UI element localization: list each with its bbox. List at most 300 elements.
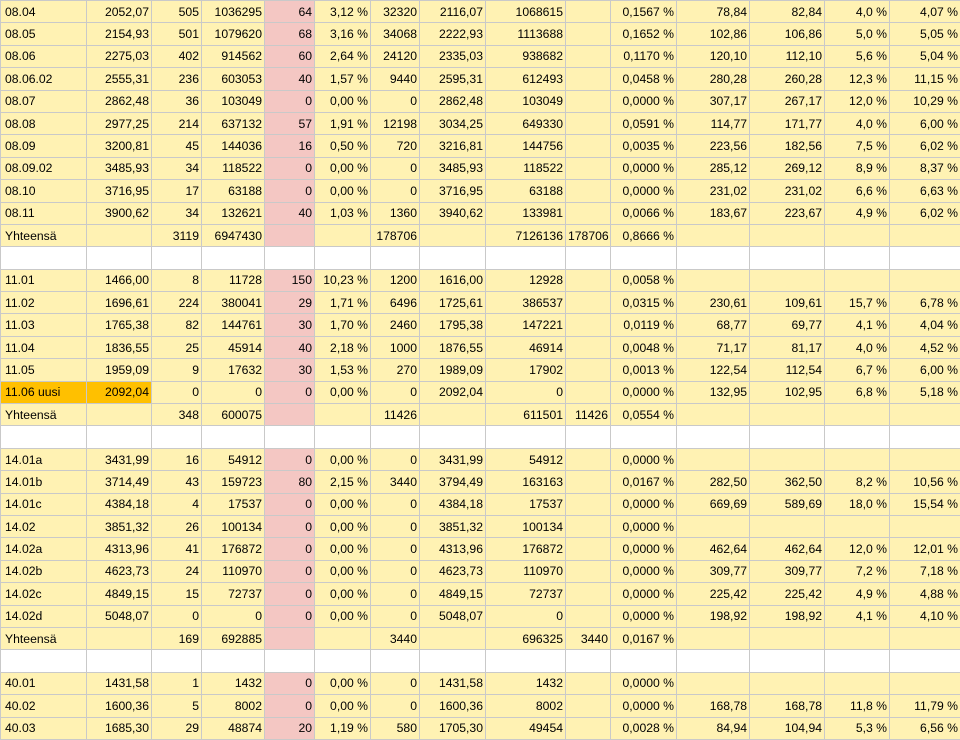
table-cell[interactable]: 11,15 % (890, 68, 960, 90)
table-cell[interactable] (750, 224, 825, 246)
table-cell[interactable]: 6,00 % (890, 112, 960, 134)
table-cell[interactable]: 6,00 % (890, 359, 960, 381)
table-cell[interactable]: 1959,09 (87, 359, 152, 381)
table-cell[interactable]: 54912 (486, 448, 566, 470)
table-cell[interactable] (566, 292, 611, 314)
table-cell[interactable]: 102,95 (750, 381, 825, 403)
table-cell[interactable] (566, 23, 611, 45)
table-cell[interactable]: 14.01c (1, 493, 87, 515)
table-cell[interactable] (566, 493, 611, 515)
table-cell[interactable] (750, 269, 825, 291)
table-cell[interactable]: 0 (152, 381, 202, 403)
table-cell[interactable]: 6,63 % (890, 180, 960, 202)
table-cell[interactable]: 282,50 (677, 471, 750, 493)
table-cell[interactable]: 176872 (486, 538, 566, 560)
table-cell[interactable]: 6,7 % (825, 359, 890, 381)
table-cell[interactable]: 15 (152, 583, 202, 605)
table-cell[interactable]: 0,0458 % (611, 68, 677, 90)
table-cell[interactable]: 60 (265, 45, 315, 67)
table-cell[interactable] (750, 426, 825, 448)
table-cell[interactable]: 12,0 % (825, 90, 890, 112)
table-cell[interactable] (1, 426, 87, 448)
table-cell[interactable]: 696325 (486, 627, 566, 649)
table-cell[interactable]: 16 (152, 448, 202, 470)
table-cell[interactable] (152, 247, 202, 269)
table-cell[interactable] (890, 448, 960, 470)
table-cell[interactable]: 1431,58 (87, 672, 152, 694)
table-cell[interactable]: 109,61 (750, 292, 825, 314)
table-cell[interactable]: 2335,03 (420, 45, 486, 67)
table-cell[interactable]: 3794,49 (420, 471, 486, 493)
table-cell[interactable]: 2154,93 (87, 23, 152, 45)
table-cell[interactable]: 12,3 % (825, 68, 890, 90)
table-cell[interactable]: 182,56 (750, 135, 825, 157)
table-cell[interactable] (371, 650, 420, 672)
table-cell[interactable]: 11426 (371, 404, 420, 426)
table-cell[interactable] (566, 1, 611, 23)
table-cell[interactable]: 1000 (371, 336, 420, 358)
table-cell[interactable]: 3900,62 (87, 202, 152, 224)
table-cell[interactable]: 0,00 % (315, 538, 371, 560)
table-cell[interactable]: 5048,07 (87, 605, 152, 627)
table-cell[interactable]: 17902 (486, 359, 566, 381)
table-cell[interactable]: 11,79 % (890, 695, 960, 717)
table-cell[interactable]: 1600,36 (87, 695, 152, 717)
table-cell[interactable]: 4849,15 (420, 583, 486, 605)
table-cell[interactable] (677, 247, 750, 269)
table-cell[interactable]: 2,18 % (315, 336, 371, 358)
table-cell[interactable]: 82,84 (750, 1, 825, 23)
table-cell[interactable]: 0,0000 % (611, 180, 677, 202)
table-cell[interactable] (87, 404, 152, 426)
table-cell[interactable]: 46914 (486, 336, 566, 358)
table-cell[interactable] (1, 650, 87, 672)
table-cell[interactable]: 11.06 uusi (1, 381, 87, 403)
table-cell[interactable]: 0,00 % (315, 381, 371, 403)
table-cell[interactable] (566, 381, 611, 403)
table-cell[interactable]: 0,0058 % (611, 269, 677, 291)
table-cell[interactable] (315, 247, 371, 269)
table-cell[interactable]: 163163 (486, 471, 566, 493)
table-cell[interactable]: 611501 (486, 404, 566, 426)
table-cell[interactable]: 0 (202, 605, 265, 627)
table-cell[interactable]: 362,50 (750, 471, 825, 493)
table-cell[interactable]: 7,18 % (890, 560, 960, 582)
table-cell[interactable] (750, 247, 825, 269)
table-cell[interactable]: 103049 (202, 90, 265, 112)
table-cell[interactable] (750, 448, 825, 470)
table-cell[interactable]: 5,6 % (825, 45, 890, 67)
table-cell[interactable]: 0 (202, 381, 265, 403)
table-cell[interactable]: 1113688 (486, 23, 566, 45)
table-cell[interactable]: 57 (265, 112, 315, 134)
table-cell[interactable]: 11,8 % (825, 695, 890, 717)
table-cell[interactable]: 82 (152, 314, 202, 336)
table-cell[interactable]: 81,17 (750, 336, 825, 358)
table-cell[interactable]: 0,00 % (315, 583, 371, 605)
table-cell[interactable] (566, 269, 611, 291)
table-cell[interactable] (87, 426, 152, 448)
table-cell[interactable] (202, 650, 265, 672)
table-cell[interactable]: 178706 (566, 224, 611, 246)
table-cell[interactable]: 118522 (486, 157, 566, 179)
table-cell[interactable]: 6496 (371, 292, 420, 314)
table-cell[interactable]: 08.06 (1, 45, 87, 67)
table-cell[interactable]: 0 (371, 381, 420, 403)
table-cell[interactable]: 6,8 % (825, 381, 890, 403)
table-cell[interactable] (202, 426, 265, 448)
table-cell[interactable]: 110970 (486, 560, 566, 582)
table-cell[interactable] (611, 247, 677, 269)
table-cell[interactable]: 3716,95 (420, 180, 486, 202)
table-cell[interactable]: 4849,15 (87, 583, 152, 605)
table-cell[interactable]: 230,61 (677, 292, 750, 314)
table-cell[interactable]: 08.10 (1, 180, 87, 202)
table-cell[interactable]: 309,77 (750, 560, 825, 582)
table-cell[interactable]: 589,69 (750, 493, 825, 515)
table-cell[interactable]: 80 (265, 471, 315, 493)
table-cell[interactable]: 4313,96 (420, 538, 486, 560)
table-cell[interactable]: 0,1170 % (611, 45, 677, 67)
table-cell[interactable]: 120,10 (677, 45, 750, 67)
table-cell[interactable]: 0,00 % (315, 493, 371, 515)
table-cell[interactable]: 0 (371, 672, 420, 694)
table-cell[interactable]: 11426 (566, 404, 611, 426)
table-cell[interactable] (677, 515, 750, 537)
table-cell[interactable] (486, 426, 566, 448)
table-cell[interactable]: 231,02 (677, 180, 750, 202)
table-cell[interactable] (677, 650, 750, 672)
table-cell[interactable]: 4,88 % (890, 583, 960, 605)
table-cell[interactable]: 6,6 % (825, 180, 890, 202)
table-cell[interactable]: 9440 (371, 68, 420, 90)
table-cell[interactable]: 462,64 (677, 538, 750, 560)
table-cell[interactable]: 1876,55 (420, 336, 486, 358)
table-cell[interactable]: 1685,30 (87, 717, 152, 739)
table-cell[interactable]: 3,12 % (315, 1, 371, 23)
table-cell[interactable] (825, 515, 890, 537)
table-cell[interactable]: 0,0066 % (611, 202, 677, 224)
table-cell[interactable]: 0,0554 % (611, 404, 677, 426)
table-cell[interactable]: 100134 (486, 515, 566, 537)
table-cell[interactable]: 0,00 % (315, 180, 371, 202)
table-cell[interactable]: 5048,07 (420, 605, 486, 627)
table-cell[interactable]: 2862,48 (87, 90, 152, 112)
table-cell[interactable]: 720 (371, 135, 420, 157)
table-cell[interactable]: 1616,00 (420, 269, 486, 291)
table-cell[interactable]: 1696,61 (87, 292, 152, 314)
table-cell[interactable]: 12,0 % (825, 538, 890, 560)
table-cell[interactable]: 14.02b (1, 560, 87, 582)
table-cell[interactable] (566, 695, 611, 717)
table-cell[interactable] (825, 650, 890, 672)
table-cell[interactable]: 612493 (486, 68, 566, 90)
table-cell[interactable]: 280,28 (677, 68, 750, 90)
table-cell[interactable]: 5,0 % (825, 23, 890, 45)
table-cell[interactable]: 45 (152, 135, 202, 157)
table-cell[interactable]: 4,9 % (825, 202, 890, 224)
table-cell[interactable]: 2460 (371, 314, 420, 336)
table-cell[interactable]: 176872 (202, 538, 265, 560)
table-cell[interactable]: 11.03 (1, 314, 87, 336)
table-cell[interactable]: 1600,36 (420, 695, 486, 717)
table-cell[interactable] (566, 448, 611, 470)
table-cell[interactable]: 1068615 (486, 1, 566, 23)
table-cell[interactable] (566, 359, 611, 381)
table-cell[interactable]: 0 (265, 583, 315, 605)
table-cell[interactable] (677, 426, 750, 448)
table-cell[interactable]: 0,0000 % (611, 157, 677, 179)
table-cell[interactable] (152, 426, 202, 448)
table-cell[interactable]: 4,0 % (825, 336, 890, 358)
table-cell[interactable]: 08.06.02 (1, 68, 87, 90)
table-cell[interactable]: 223,67 (750, 202, 825, 224)
table-cell[interactable]: 3431,99 (420, 448, 486, 470)
table-cell[interactable]: 1,71 % (315, 292, 371, 314)
table-cell[interactable] (825, 627, 890, 649)
table-cell[interactable]: 0,00 % (315, 695, 371, 717)
table-cell[interactable]: 17 (152, 180, 202, 202)
table-cell[interactable]: 3034,25 (420, 112, 486, 134)
table-cell[interactable]: 10,23 % (315, 269, 371, 291)
table-cell[interactable]: 43 (152, 471, 202, 493)
table-cell[interactable] (611, 426, 677, 448)
table-cell[interactable]: 08.09.02 (1, 157, 87, 179)
table-cell[interactable]: 24 (152, 560, 202, 582)
table-cell[interactable]: 15,54 % (890, 493, 960, 515)
table-cell[interactable]: 20 (265, 717, 315, 739)
table-cell[interactable] (825, 672, 890, 694)
table-cell[interactable]: 68 (265, 23, 315, 45)
table-cell[interactable]: 0 (265, 157, 315, 179)
table-cell[interactable] (677, 404, 750, 426)
table-cell[interactable]: 12,01 % (890, 538, 960, 560)
table-cell[interactable]: 0 (371, 695, 420, 717)
table-cell[interactable]: 16 (265, 135, 315, 157)
table-cell[interactable]: 0 (371, 538, 420, 560)
table-cell[interactable]: 0,0048 % (611, 336, 677, 358)
table-cell[interactable]: 78,84 (677, 1, 750, 23)
table-cell[interactable]: 309,77 (677, 560, 750, 582)
table-cell[interactable]: 505 (152, 1, 202, 23)
table-cell[interactable]: 14.02 (1, 515, 87, 537)
table-cell[interactable]: 6947430 (202, 224, 265, 246)
table-cell[interactable] (486, 247, 566, 269)
table-cell[interactable] (611, 650, 677, 672)
table-cell[interactable]: 1079620 (202, 23, 265, 45)
table-cell[interactable]: 14.02a (1, 538, 87, 560)
table-cell[interactable]: 14.02d (1, 605, 87, 627)
table-cell[interactable]: 144756 (486, 135, 566, 157)
table-cell[interactable] (890, 224, 960, 246)
table-cell[interactable]: 7,5 % (825, 135, 890, 157)
table-cell[interactable]: 8,2 % (825, 471, 890, 493)
table-cell[interactable]: 3851,32 (420, 515, 486, 537)
table-cell[interactable] (420, 426, 486, 448)
table-cell[interactable]: 11.01 (1, 269, 87, 291)
table-cell[interactable]: 11.04 (1, 336, 87, 358)
table-cell[interactable]: 84,94 (677, 717, 750, 739)
table-cell[interactable]: 144761 (202, 314, 265, 336)
table-cell[interactable]: 3714,49 (87, 471, 152, 493)
table-cell[interactable]: 40 (265, 68, 315, 90)
table-cell[interactable]: 214 (152, 112, 202, 134)
table-cell[interactable]: 171,77 (750, 112, 825, 134)
table-cell[interactable] (87, 247, 152, 269)
table-cell[interactable]: 36 (152, 90, 202, 112)
table-cell[interactable]: 4623,73 (87, 560, 152, 582)
table-cell[interactable]: 649330 (486, 112, 566, 134)
table-cell[interactable]: 0 (265, 672, 315, 694)
table-cell[interactable] (825, 224, 890, 246)
table-cell[interactable]: 30 (265, 359, 315, 381)
table-cell[interactable]: 168,78 (750, 695, 825, 717)
table-cell[interactable]: 133981 (486, 202, 566, 224)
table-cell[interactable]: 4,1 % (825, 314, 890, 336)
table-cell[interactable]: 17632 (202, 359, 265, 381)
table-cell[interactable] (566, 426, 611, 448)
table-cell[interactable] (825, 247, 890, 269)
table-cell[interactable]: 269,12 (750, 157, 825, 179)
table-cell[interactable]: 4,10 % (890, 605, 960, 627)
table-cell[interactable]: 0,0000 % (611, 560, 677, 582)
table-cell[interactable]: 2,15 % (315, 471, 371, 493)
table-cell[interactable] (265, 426, 315, 448)
table-cell[interactable]: 603053 (202, 68, 265, 90)
table-cell[interactable] (890, 650, 960, 672)
table-cell[interactable]: 0,00 % (315, 157, 371, 179)
table-cell[interactable]: 08.08 (1, 112, 87, 134)
table-cell[interactable] (890, 269, 960, 291)
table-cell[interactable]: 9 (152, 359, 202, 381)
table-cell[interactable]: 0,0591 % (611, 112, 677, 134)
table-cell[interactable] (890, 426, 960, 448)
table-cell[interactable]: 147221 (486, 314, 566, 336)
table-cell[interactable]: 0,0000 % (611, 583, 677, 605)
table-cell[interactable]: 6,56 % (890, 717, 960, 739)
table-cell[interactable]: 183,67 (677, 202, 750, 224)
table-cell[interactable]: 32320 (371, 1, 420, 23)
table-cell[interactable] (677, 627, 750, 649)
table-cell[interactable]: 1431,58 (420, 672, 486, 694)
table-cell[interactable] (750, 627, 825, 649)
table-cell[interactable]: 0,1652 % (611, 23, 677, 45)
table-cell[interactable]: 231,02 (750, 180, 825, 202)
table-cell[interactable]: 2092,04 (87, 381, 152, 403)
table-cell[interactable]: 6,78 % (890, 292, 960, 314)
table-cell[interactable]: 178706 (371, 224, 420, 246)
table-cell[interactable] (566, 157, 611, 179)
table-cell[interactable]: 3200,81 (87, 135, 152, 157)
table-cell[interactable]: 1360 (371, 202, 420, 224)
table-cell[interactable]: 914562 (202, 45, 265, 67)
table-cell[interactable]: 3485,93 (420, 157, 486, 179)
table-cell[interactable]: 0,00 % (315, 560, 371, 582)
table-cell[interactable]: 40 (265, 202, 315, 224)
table-cell[interactable]: 2222,93 (420, 23, 486, 45)
table-cell[interactable]: 0 (265, 448, 315, 470)
table-cell[interactable]: 462,64 (750, 538, 825, 560)
table-cell[interactable] (315, 627, 371, 649)
table-cell[interactable]: 5 (152, 695, 202, 717)
table-cell[interactable]: 0,0000 % (611, 90, 677, 112)
table-cell[interactable]: 0 (486, 381, 566, 403)
table-cell[interactable]: 0,0013 % (611, 359, 677, 381)
table-cell[interactable]: 54912 (202, 448, 265, 470)
table-cell[interactable]: 40 (265, 336, 315, 358)
table-cell[interactable]: 144036 (202, 135, 265, 157)
table-cell[interactable] (750, 515, 825, 537)
table-cell[interactable]: 34 (152, 157, 202, 179)
table-cell[interactable]: 112,10 (750, 45, 825, 67)
table-cell[interactable]: 0,0000 % (611, 538, 677, 560)
table-cell[interactable]: 0,0028 % (611, 717, 677, 739)
table-cell[interactable]: 236 (152, 68, 202, 90)
table-cell[interactable]: 0 (265, 180, 315, 202)
table-cell[interactable]: 0 (371, 605, 420, 627)
table-cell[interactable]: 112,54 (750, 359, 825, 381)
table-cell[interactable]: 1,70 % (315, 314, 371, 336)
table-cell[interactable] (566, 650, 611, 672)
table-cell[interactable]: 0 (371, 157, 420, 179)
table-cell[interactable]: 0 (265, 493, 315, 515)
table-cell[interactable]: 1200 (371, 269, 420, 291)
table-cell[interactable] (371, 247, 420, 269)
table-cell[interactable]: 114,77 (677, 112, 750, 134)
table-cell[interactable] (566, 202, 611, 224)
table-cell[interactable]: 168,78 (677, 695, 750, 717)
table-cell[interactable]: 41 (152, 538, 202, 560)
table-cell[interactable]: 08.11 (1, 202, 87, 224)
table-cell[interactable]: 2862,48 (420, 90, 486, 112)
table-cell[interactable]: 1466,00 (87, 269, 152, 291)
table-cell[interactable]: 08.09 (1, 135, 87, 157)
table-cell[interactable] (677, 448, 750, 470)
table-cell[interactable]: 402 (152, 45, 202, 67)
table-cell[interactable]: 110970 (202, 560, 265, 582)
table-cell[interactable]: 8,37 % (890, 157, 960, 179)
table-cell[interactable]: 5,04 % (890, 45, 960, 67)
table-cell[interactable]: 637132 (202, 112, 265, 134)
table-cell[interactable] (566, 672, 611, 694)
table-cell[interactable] (825, 448, 890, 470)
table-cell[interactable] (420, 404, 486, 426)
table-cell[interactable]: 0 (265, 515, 315, 537)
table-cell[interactable] (566, 180, 611, 202)
table-cell[interactable] (825, 269, 890, 291)
table-cell[interactable]: 150 (265, 269, 315, 291)
table-cell[interactable]: 380041 (202, 292, 265, 314)
table-cell[interactable]: 0,0167 % (611, 471, 677, 493)
table-cell[interactable]: 198,92 (750, 605, 825, 627)
table-cell[interactable]: 223,56 (677, 135, 750, 157)
table-cell[interactable]: 0,0000 % (611, 448, 677, 470)
table-cell[interactable]: 5,3 % (825, 717, 890, 739)
table-cell[interactable]: 3440 (566, 627, 611, 649)
table-cell[interactable]: 8002 (202, 695, 265, 717)
table-cell[interactable]: 2555,31 (87, 68, 152, 90)
table-cell[interactable] (265, 650, 315, 672)
table-cell[interactable]: 692885 (202, 627, 265, 649)
table-cell[interactable]: 15,7 % (825, 292, 890, 314)
table-cell[interactable]: 3485,93 (87, 157, 152, 179)
table-cell[interactable]: 18,0 % (825, 493, 890, 515)
table-cell[interactable]: 29 (265, 292, 315, 314)
table-cell[interactable]: 580 (371, 717, 420, 739)
table-cell[interactable]: 0,50 % (315, 135, 371, 157)
table-cell[interactable]: 8 (152, 269, 202, 291)
table-cell[interactable]: 11.05 (1, 359, 87, 381)
